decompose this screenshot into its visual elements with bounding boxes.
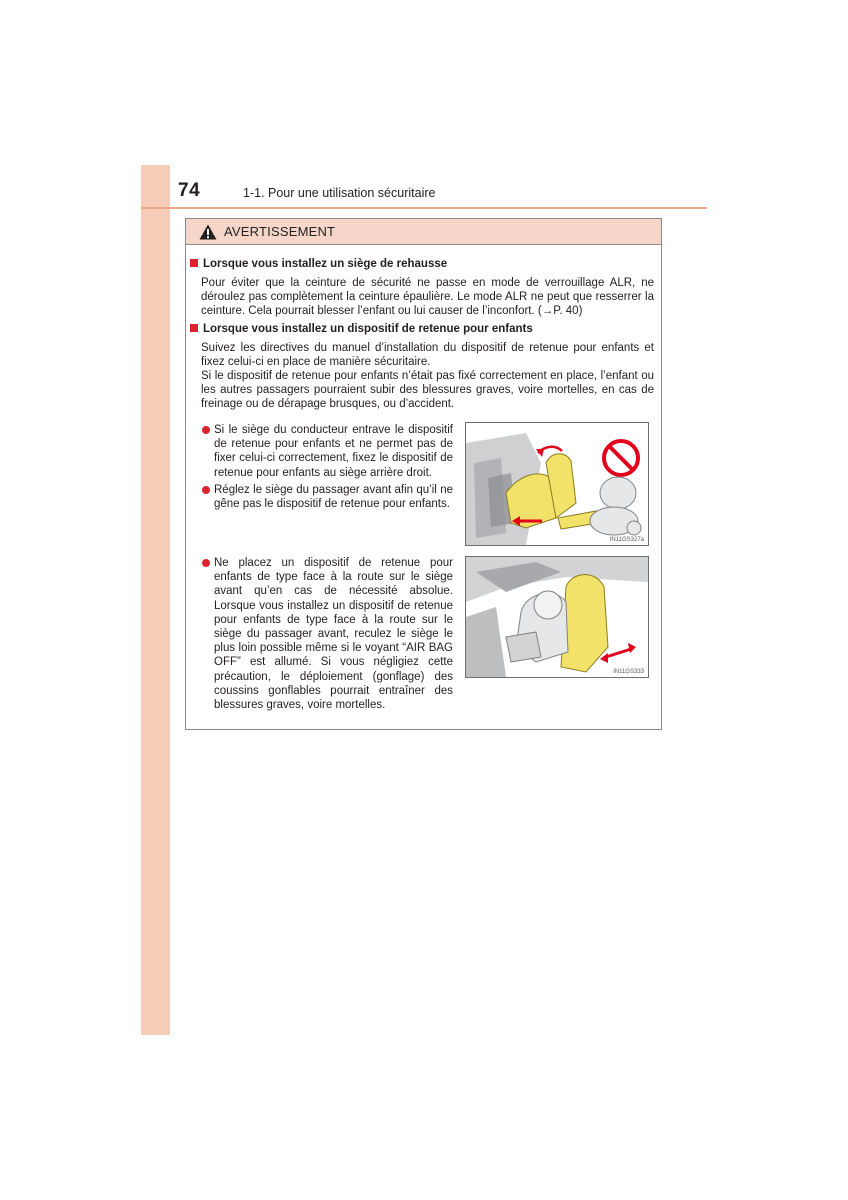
- figure-code: IN11GS327a: [609, 537, 644, 543]
- header-rule: [141, 207, 707, 209]
- child-restraint-paragraph-2: Si le dispositif de retenue pour enfants n’était pas fixé correctement en place, l’enfant ou les autres passagers pourraient subir des blessures graves, voire mortelles, en cas de freinage ou de dérapage brusques, ou d’accident.: [201, 370, 654, 410]
- figure-code: IN11GS333: [613, 669, 644, 675]
- warning-box: [185, 218, 662, 730]
- bullet-item: Si le siège du conducteur entrave le dispositif de retenue pour enfants et ne permet pas de fixer celui-ci correctement, fixez le dispositif de retenue pour enfants au siège arrière droit.: [202, 423, 453, 480]
- red-square-icon: [190, 324, 198, 332]
- section-heading-child-restraint: Lorsque vous installez un dispositif de retenue pour enfants: [190, 323, 533, 335]
- figure-rear-seat-child-restraint: [465, 422, 649, 546]
- bullet-item: Ne placez un dispositif de retenue pour enfants de type face à la route sur le siège avant qu’en cas de nécessité absolue. Lorsque vous installez un dispositif de retenue pour enfants de type face à la route sur le siège du passager avant, reculez le siège le plus loin possible même si le voyant “AIR BAG OFF” est allumé. Si vous négligiez cette précaution, le déploiement (gonflage) des coussins gonflables pourrait entraîner des blessures graves, voire mortelles.: [202, 556, 453, 712]
- child-restraint-paragraph-1: Suivez les directives du manuel d’installation du dispositif de retenue pour enfants et fixez celui-ci en place de manière sécuritaire.: [201, 342, 654, 368]
- booster-paragraph: Pour éviter que la ceinture de sécurité ne passe en mode de verrouillage ALR, ne déroulez pas complètement la ceinture épaulière. Le mode ALR ne peut que resserrer la ceinture. Cela pourrait blesser l’enfant ou lui causer de l’inconfort. (→P. 40): [201, 277, 654, 317]
- section-heading-booster: Lorsque vous installez un siège de rehausse: [190, 258, 447, 270]
- figure-front-passenger-child-seat: [465, 556, 649, 678]
- warning-triangle-icon: [199, 224, 217, 240]
- bullet-item: Réglez le siège du passager avant afin qu’il ne gêne pas le dispositif de retenue pour enfants.: [202, 483, 453, 511]
- page-number: 74: [178, 180, 201, 201]
- red-square-icon: [190, 259, 198, 267]
- section-title: 1-1. Pour une utilisation sécuritaire: [243, 186, 436, 200]
- red-bullet-icon: [202, 486, 210, 494]
- warning-header: [186, 219, 661, 245]
- chapter-tab-band: [141, 165, 170, 1035]
- red-bullet-icon: [202, 559, 210, 567]
- warning-title: AVERTISSEMENT: [224, 224, 336, 239]
- red-bullet-icon: [202, 426, 210, 434]
